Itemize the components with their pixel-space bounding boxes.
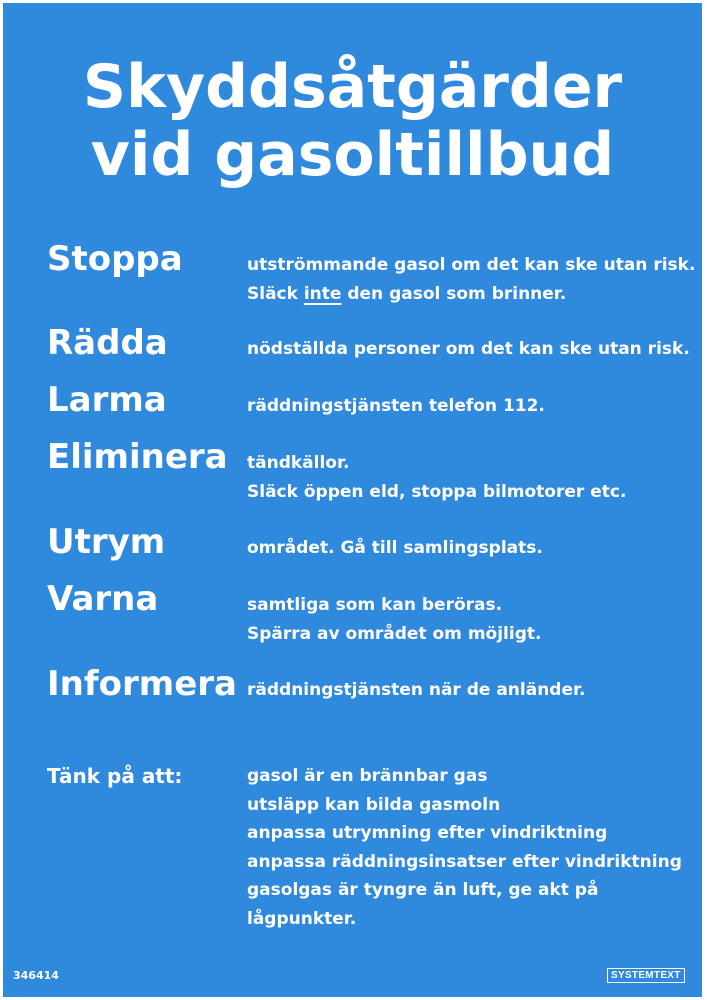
action-word-larma: Larma <box>47 380 167 420</box>
action-word-stoppa: Stoppa <box>47 239 183 279</box>
action-text-varna <box>247 591 541 648</box>
action-text-line: räddningstjänsten telefon 112. <box>247 396 545 416</box>
action-text-line: tändkällor. <box>247 453 350 473</box>
think-item: anpassa räddningsinsatser efter vindriktning <box>247 851 682 872</box>
sign-title <box>3 53 702 189</box>
action-text-informera <box>247 676 585 705</box>
action-text-utrym <box>247 534 543 563</box>
think-item: gasolgas är tyngre än luft, ge akt på lågpunkter. <box>247 880 599 929</box>
emphasis-not: inte <box>303 283 342 304</box>
think-label: Tänk på att: <box>47 764 183 788</box>
brand-logo: SYSTEMTEXT <box>607 968 685 983</box>
action-word-radda: Rädda <box>47 323 168 363</box>
action-text-eliminera <box>247 449 626 506</box>
product-code: 346414 <box>13 969 59 982</box>
action-text-line: samtliga som kan beröras. <box>247 595 503 615</box>
action-word-varna: Varna <box>47 579 159 619</box>
safety-sign <box>3 3 702 997</box>
action-text-stoppa <box>247 251 695 308</box>
action-text-line: Släck öppen eld, stoppa bilmotorer etc. <box>247 481 627 502</box>
title-line-2: vid gasoltillbud <box>90 120 615 190</box>
action-text-larma <box>247 392 545 421</box>
action-text-line: Spärra av området om möjligt. <box>247 623 542 644</box>
action-word-utrym: Utrym <box>47 522 166 562</box>
action-text-line: utströmmande gasol om det kan ske utan risk. <box>247 255 696 275</box>
think-item: anpassa utrymning efter vindriktning <box>247 823 608 843</box>
action-text-line: nödställda personer om det kan ske utan risk. <box>247 339 690 359</box>
think-item: gasol är en brännbar gas <box>247 766 488 786</box>
action-word-eliminera: Eliminera <box>47 437 228 477</box>
action-text-radda <box>247 335 690 364</box>
action-text-line <box>247 280 695 309</box>
think-item: utsläpp kan bilda gasmoln <box>247 794 501 815</box>
think-list <box>247 762 702 933</box>
title-line-1: Skyddsåtgärder <box>82 52 623 122</box>
action-word-informera: Informera <box>47 664 237 704</box>
action-text-line: räddningstjänsten när de anländer. <box>247 680 586 700</box>
text-segment: Släck <box>247 283 304 304</box>
text-segment: den gasol som brinner. <box>341 283 567 304</box>
action-text-line: området. Gå till samlingsplats. <box>247 538 543 558</box>
